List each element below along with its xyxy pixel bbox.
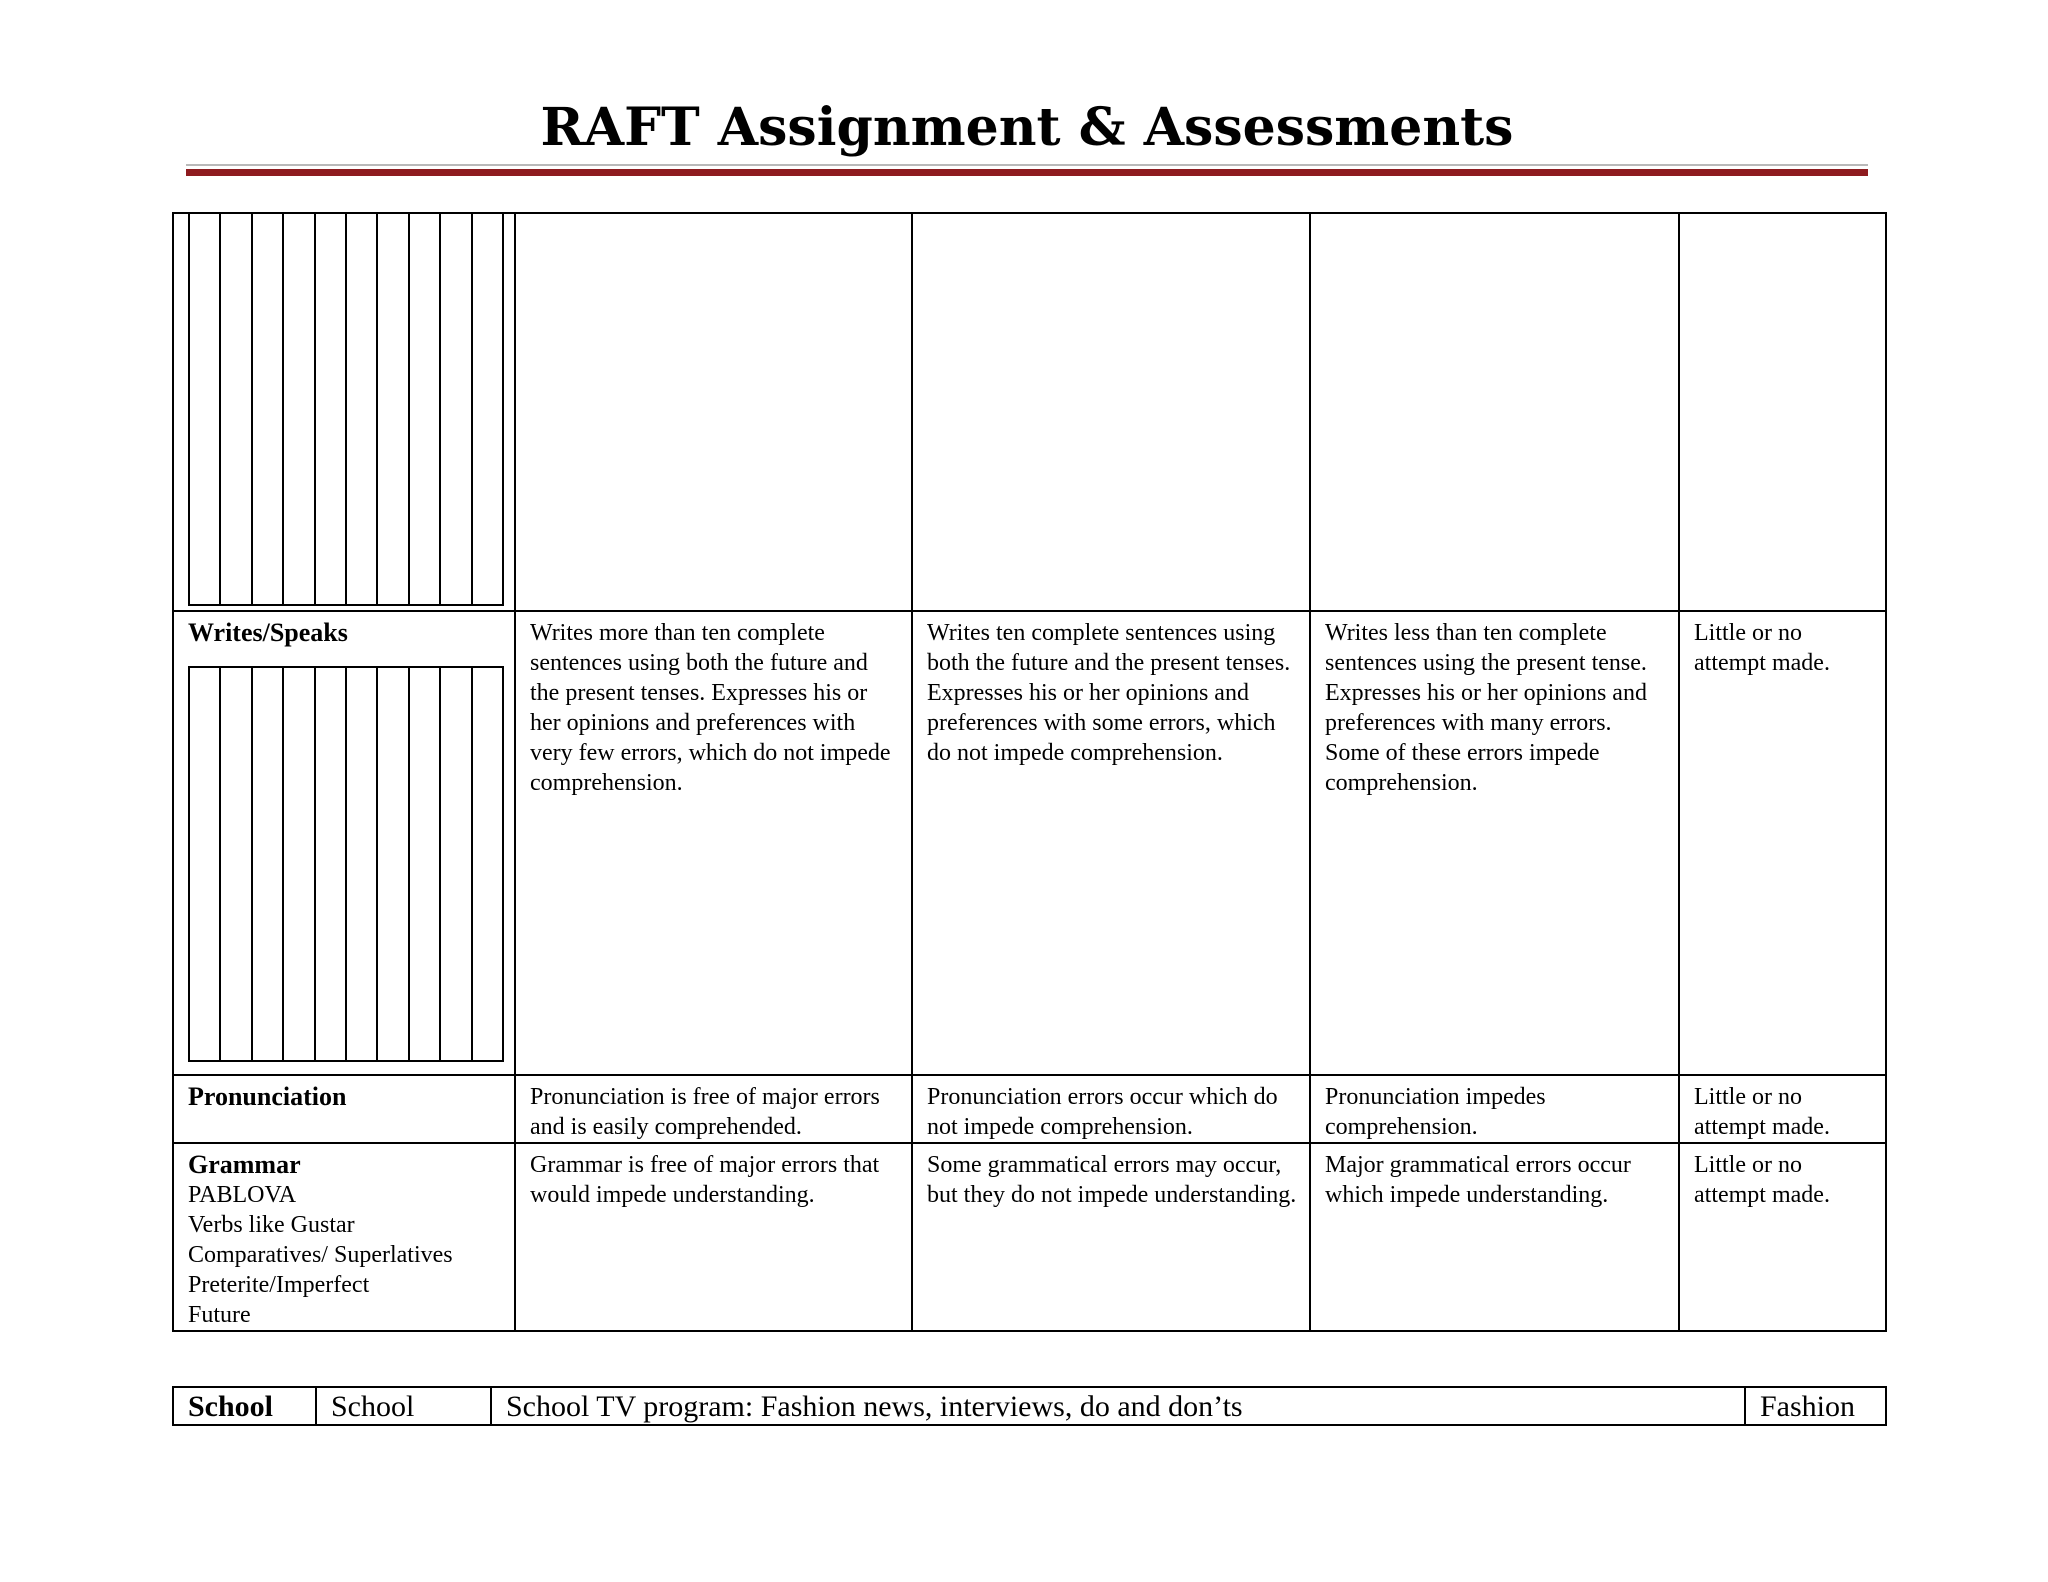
rubric-cell: Major grammatical errors occur which impede understanding.	[1310, 1143, 1679, 1331]
rubric-cell: Little or no attempt made.	[1679, 1143, 1886, 1331]
rubric-cell: Writes more than ten complete sentences using both the future and the present tenses. Expresses his or her opinions and preferences with very few errors, which do not impede comprehension.	[515, 611, 912, 1075]
raft-role: School	[173, 1387, 316, 1425]
rubric-row-pronunciation	[173, 1075, 1886, 1143]
title-rule	[186, 169, 1868, 176]
rubric-cell: Little or no attempt made.	[1679, 1075, 1886, 1143]
rubric-header-cell	[1310, 213, 1679, 611]
rubric-table	[172, 212, 1887, 1332]
rubric-cell: Some grammatical errors may occur, but they do not impede understanding.	[912, 1143, 1310, 1331]
rubric-label-cell	[173, 1143, 515, 1331]
rubric-cell: Little or no attempt made.	[1679, 611, 1886, 1075]
empty-grid	[188, 666, 504, 1062]
rubric-row-grammar	[173, 1143, 1886, 1331]
rubric-header-cell	[515, 213, 912, 611]
criterion-label: Grammar	[188, 1150, 301, 1179]
rubric-row-header	[173, 213, 1886, 611]
grammar-topic: Future	[188, 1302, 251, 1328]
rubric-header-label-cell	[173, 213, 515, 611]
raft-format: School TV program: Fashion news, interviews, do and don’ts	[491, 1387, 1745, 1425]
raft-table	[172, 1386, 1887, 1426]
rubric-cell: Pronunciation errors occur which do not impede comprehension.	[912, 1075, 1310, 1143]
grammar-topic: PABLOVA	[188, 1182, 297, 1208]
empty-grid	[188, 213, 504, 606]
raft-topic: Fashion	[1745, 1387, 1886, 1425]
rubric-cell: Grammar is free of major errors that would impede understanding.	[515, 1143, 912, 1331]
grammar-topic: Preterite/Imperfect	[188, 1272, 370, 1298]
rubric-label-cell	[173, 611, 515, 1075]
rubric-cell: Writes less than ten complete sentences using the present tense. Expresses his or her opinions and preferences with many errors. Some of these errors impede comprehension.	[1310, 611, 1679, 1075]
raft-row	[173, 1387, 1886, 1425]
rubric-cell: Pronunciation impedes comprehension.	[1310, 1075, 1679, 1143]
page-title: RAFT Assignment & Assessments	[540, 97, 1514, 158]
rubric-cell: Pronunciation is free of major errors and is easily comprehended.	[515, 1075, 912, 1143]
criterion-label: Writes/Speaks	[188, 618, 348, 647]
rubric-row-writes-speaks	[173, 611, 1886, 1075]
criterion-label: Pronunciation	[173, 1075, 515, 1143]
rubric-cell: Writes ten complete sentences using both the future and the present tenses. Expresses his or her opinions and preferences with some errors, which do not impede comprehension.	[912, 611, 1310, 1075]
grammar-topic: Verbs like Gustar	[188, 1212, 355, 1238]
rubric-header-cell	[1679, 213, 1886, 611]
raft-audience: School	[316, 1387, 491, 1425]
rubric-header-cell	[912, 213, 1310, 611]
grammar-topic: Comparatives/ Superlatives	[188, 1242, 453, 1268]
title-rule-light	[186, 164, 1868, 166]
